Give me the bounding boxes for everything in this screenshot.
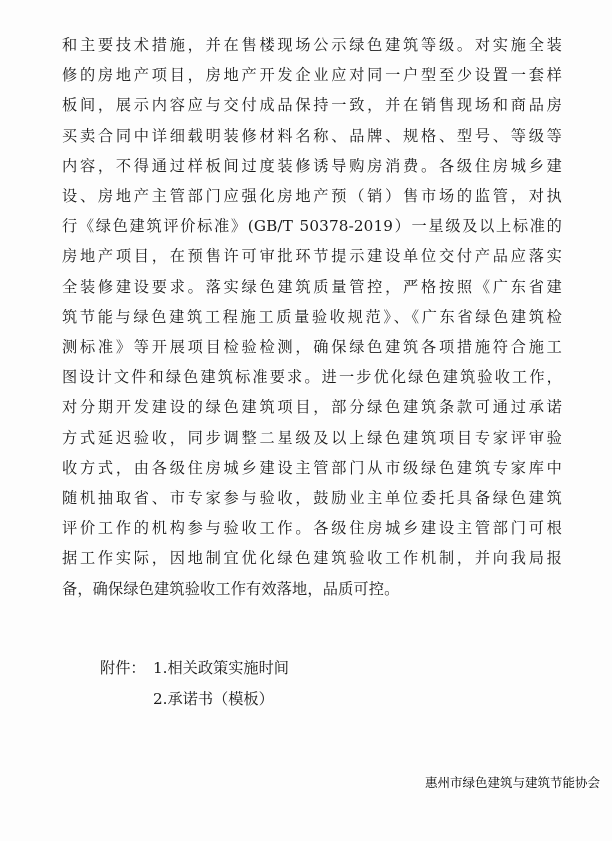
body-line: 买卖合同中详细载明装修材料名称、品牌、规格、型号、等级等 [62,126,562,145]
attachment-item: 1.相关政策实施时间 [153,659,289,677]
attachments-list [100,653,289,715]
body-line: 和主要技术措施，并在售楼现场公示绿色建筑等级。对实施全装 [62,36,562,54]
body-line: 测标准》等开展项目检验检测，确保绿色建筑各项措施符合施工 [62,338,562,357]
body-line: 板间，展示内容应与交付成品保持一致，并在销售现场和商品房 [62,96,562,115]
body-line: 收方式，由各级住房城乡建设主管部门从市级绿色建筑专家库中 [62,458,562,477]
body-line: 评价工作的机构参与验收工作。各级住房城乡建设主管部门可根 [62,519,562,538]
body-line: 修的房地产项目，房地产开发企业应对同一户型至少设置一套样 [62,66,562,85]
body-line: 方式延迟验收，同步调整二星级及以上绿色建筑项目专家评审验 [62,428,562,447]
attachments-label: 附件： [100,659,146,677]
body-line: 图设计文件和绿色建筑标准要求。进一步优化绿色建筑验收工作， [62,368,562,387]
body-line: 备，确保绿色建筑验收工作有效落地，品质可控。 [62,579,400,598]
footer-organization: 惠州市绿色建筑与建筑节能协会 [424,775,600,790]
body-line: 全装修建设要求。落实绿色建筑质量管控，严格按照《广东省建 [62,277,562,296]
body-line: 房地产项目，在预售许可审批环节提示建设单位交付产品应落实 [62,247,562,266]
body-line: 随机抽取省、市专家参与验收，鼓励业主单位委托具备绿色建筑 [62,489,562,508]
body-line: 内容，不得通过样板间过度装修诱导购房消费。各级住房城乡建 [62,156,562,175]
attachment-item: 2.承诺书（模板） [153,690,274,708]
body-paragraph [62,30,562,604]
body-line: 对分期开发建设的绿色建筑项目，部分绿色建筑条款可通过承诺 [62,398,562,417]
body-line: 据工作实际，因地制宜优化绿色建筑验收工作机制，并向我局报 [62,549,562,568]
body-line: 设、房地产主管部门应强化房地产预（销）售市场的监管，对执 [62,187,562,206]
body-line: 筑节能与绿色建筑工程施工质量验收规范》、《广东省绿色建筑检 [62,307,562,326]
body-line: 行《绿色建筑评价标准》(GB/T 50378-2019）一星级及以上标准的 [62,217,562,236]
